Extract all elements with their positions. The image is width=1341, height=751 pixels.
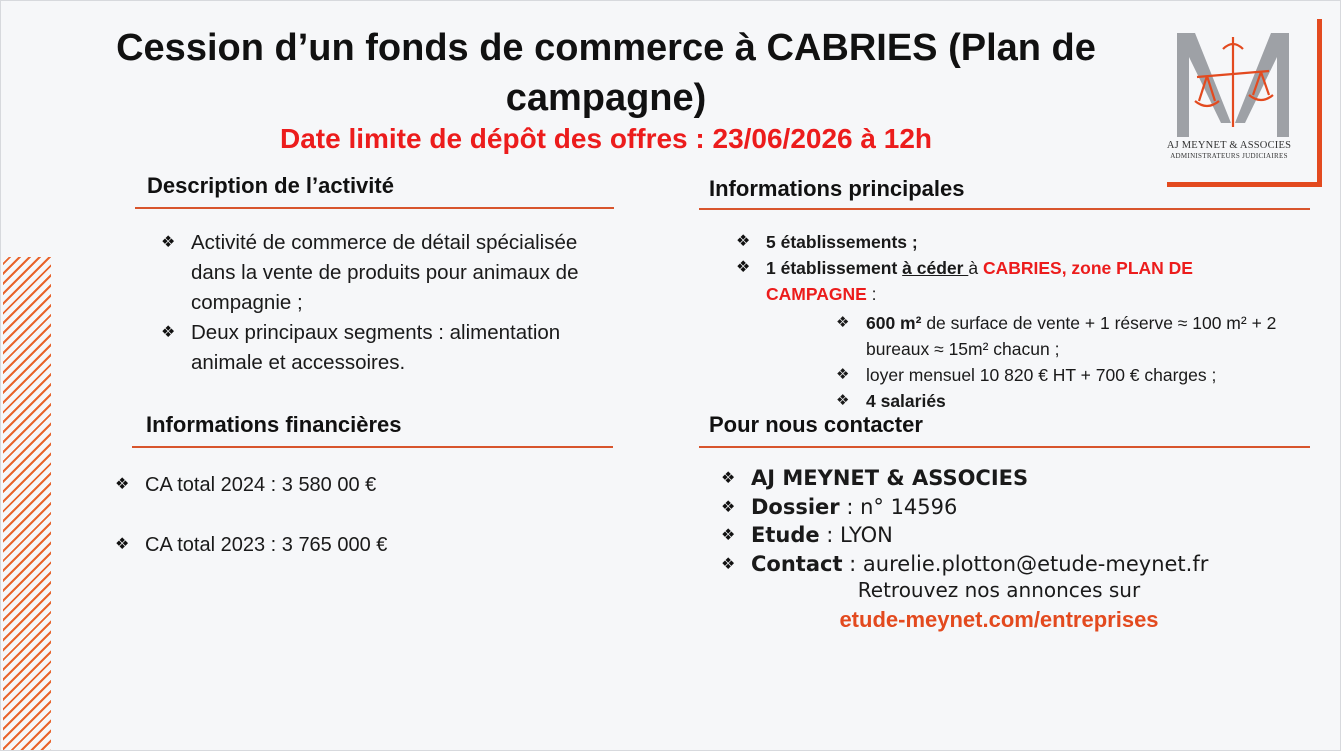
- list-item: ❖ loyer mensuel 10 820 € HT + 700 € charges ;: [836, 362, 1296, 388]
- list-item: ❖ AJ MEYNET & ASSOCIES: [721, 464, 1301, 493]
- four-diamond-bullet-icon: ❖: [161, 234, 176, 251]
- four-diamond-bullet-icon: ❖: [721, 496, 736, 516]
- find-us-text: Retrouvez nos annonces sur: [857, 578, 1141, 602]
- list-item: ❖ 1 établissement à céder à CABRIES, zone PLAN DE CAMPAGNE :: [736, 255, 1286, 307]
- logo-firm-name: AJ MEYNET & ASSOCIES: [1166, 140, 1292, 151]
- list-item: ❖ CA total 2024 : 3 580 00 €: [115, 470, 575, 500]
- offer-deadline: Date limite de dépôt des offres : 23/06/2026 à 12h: [279, 123, 933, 154]
- logo-subtitle: ADMINISTRATEURS JUDICIAIRES: [1170, 152, 1288, 160]
- list-item: ❖ CA total 2023 : 3 765 000 €: [115, 530, 575, 560]
- website-link[interactable]: etude-meynet.com/entreprises: [839, 607, 1159, 632]
- four-diamond-bullet-icon: ❖: [836, 392, 850, 409]
- financial-list: [115, 470, 575, 560]
- contact-rule: [699, 446, 1310, 448]
- logo-frame-bottom-bar: [1167, 182, 1322, 187]
- page-title: Cession d’un fonds de commerce à CABRIES (Plan de campagne): [116, 27, 1096, 119]
- location-highlight: CABRIES, zone PLAN DE CAMPAGNE: [766, 258, 1193, 304]
- four-diamond-bullet-icon: ❖: [721, 553, 736, 573]
- four-diamond-bullet-icon: ❖: [836, 366, 850, 383]
- financial-title: Informations financières: [146, 412, 402, 437]
- four-diamond-bullet-icon: ❖: [115, 536, 130, 553]
- site-details-list: [836, 310, 1296, 414]
- financial-rule: [132, 446, 613, 448]
- description-rule: [135, 207, 614, 209]
- description-list: [161, 228, 601, 378]
- list-item: ❖ Contact : aurelie.plotton@etude-meynet.fr: [721, 550, 1301, 579]
- list-item: ❖ Deux principaux segments : alimentation animale et accessoires.: [161, 318, 601, 378]
- list-item: ❖ Etude : LYON: [721, 521, 1301, 550]
- four-diamond-bullet-icon: ❖: [115, 476, 130, 493]
- description-title: Description de l’activité: [147, 173, 394, 198]
- list-item: ❖ 5 établissements ;: [736, 229, 1286, 255]
- four-diamond-bullet-icon: ❖: [721, 525, 736, 544]
- contact-list: [721, 464, 1301, 578]
- four-diamond-bullet-icon: ❖: [161, 324, 176, 341]
- four-diamond-bullet-icon: ❖: [736, 233, 751, 250]
- four-diamond-bullet-icon: ❖: [721, 468, 736, 487]
- list-item: ❖ 600 m² de surface de vente + 1 réserve ≈ 100 m² + 2 bureaux ≈ 15m² chacun ;: [836, 310, 1296, 362]
- list-item: ❖ Activité de commerce de détail spécialisée dans la vente de produits pour animaux de compagnie ;: [161, 228, 601, 318]
- logo-frame-right-bar: [1317, 19, 1322, 187]
- main-info-list: [736, 229, 1286, 307]
- scales-of-justice-monogram-icon: [1177, 31, 1289, 139]
- list-item: ❖ Dossier : n° 14596: [721, 493, 1301, 522]
- main-info-title: Informations principales: [709, 176, 965, 201]
- contact-title: Pour nous contacter: [709, 412, 923, 437]
- four-diamond-bullet-icon: ❖: [736, 259, 751, 276]
- contact-email: : aurelie.plotton@etude-meynet.fr: [842, 551, 1209, 576]
- list-item: ❖ 4 salariés: [836, 388, 1296, 414]
- main-info-rule: [699, 208, 1310, 210]
- decorative-hatch-band: [3, 257, 51, 751]
- four-diamond-bullet-icon: ❖: [836, 314, 850, 331]
